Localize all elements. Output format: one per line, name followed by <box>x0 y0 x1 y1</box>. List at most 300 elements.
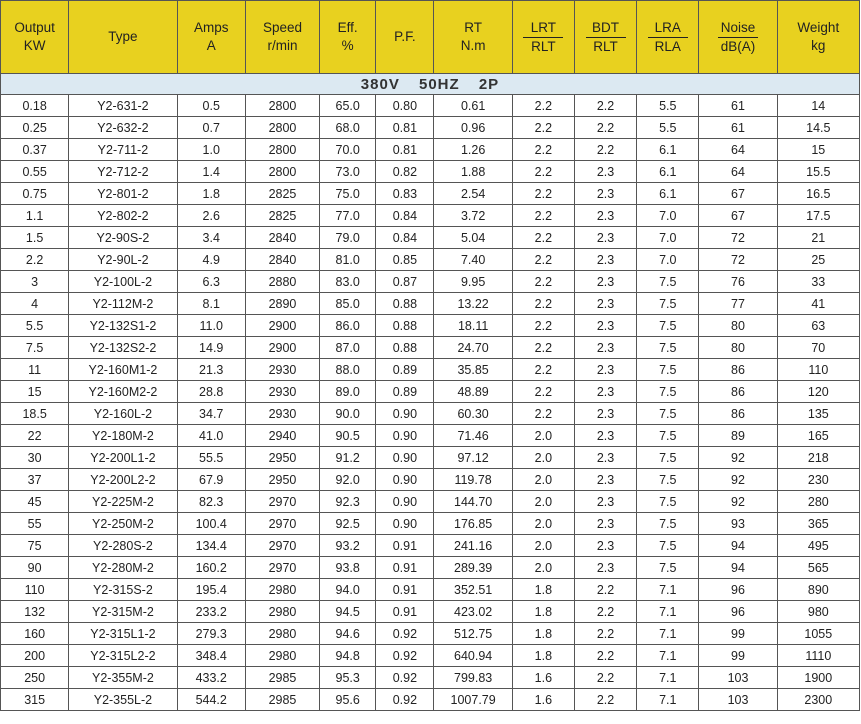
cell-amps: 67.9 <box>177 469 245 491</box>
cell-type: Y2-160M1-2 <box>69 359 177 381</box>
cell-efficiency: 91.2 <box>320 447 376 469</box>
cell-type: Y2-112M-2 <box>69 293 177 315</box>
cell-noise: 67 <box>699 205 777 227</box>
cell-bdt-rlt: 2.3 <box>574 513 636 535</box>
cell-power-factor: 0.87 <box>376 271 434 293</box>
cell-amps: 21.3 <box>177 359 245 381</box>
table-row <box>1 271 860 293</box>
cell-output-kw: 37 <box>1 469 69 491</box>
cell-noise: 92 <box>699 491 777 513</box>
table-row <box>1 535 860 557</box>
cell-lrt-rlt: 2.2 <box>512 293 574 315</box>
table-row <box>1 359 860 381</box>
cell-output-kw: 160 <box>1 623 69 645</box>
table-row <box>1 601 860 623</box>
cell-weight: 365 <box>777 513 859 535</box>
cell-efficiency: 83.0 <box>320 271 376 293</box>
cell-output-kw: 0.75 <box>1 183 69 205</box>
cell-noise: 103 <box>699 667 777 689</box>
header-line: KW <box>23 38 46 53</box>
cell-power-factor: 0.91 <box>376 601 434 623</box>
cell-lrt-rlt: 2.0 <box>512 425 574 447</box>
cell-output-kw: 5.5 <box>1 315 69 337</box>
cell-rated-torque: 24.70 <box>434 337 512 359</box>
cell-weight: 110 <box>777 359 859 381</box>
header-line: RLT <box>531 38 556 54</box>
table-row <box>1 447 860 469</box>
cell-weight: 63 <box>777 315 859 337</box>
header-amps <box>177 1 245 74</box>
cell-type: Y2-250M-2 <box>69 513 177 535</box>
cell-bdt-rlt: 2.3 <box>574 161 636 183</box>
cell-noise: 61 <box>699 117 777 139</box>
cell-output-kw: 0.55 <box>1 161 69 183</box>
header-line: LRA <box>648 19 688 38</box>
cell-efficiency: 95.6 <box>320 689 376 711</box>
cell-lra-rla: 7.1 <box>637 579 699 601</box>
cell-lrt-rlt: 2.2 <box>512 117 574 139</box>
cell-power-factor: 0.84 <box>376 205 434 227</box>
cell-noise: 64 <box>699 139 777 161</box>
cell-lra-rla: 7.5 <box>637 513 699 535</box>
cell-type: Y2-315S-2 <box>69 579 177 601</box>
header-efficiency <box>320 1 376 74</box>
cell-amps: 100.4 <box>177 513 245 535</box>
cell-power-factor: 0.91 <box>376 579 434 601</box>
cell-lra-rla: 7.1 <box>637 689 699 711</box>
cell-bdt-rlt: 2.3 <box>574 315 636 337</box>
cell-type: Y2-315L1-2 <box>69 623 177 645</box>
cell-speed: 2985 <box>245 689 319 711</box>
cell-amps: 11.0 <box>177 315 245 337</box>
cell-noise: 67 <box>699 183 777 205</box>
cell-weight: 565 <box>777 557 859 579</box>
cell-noise: 80 <box>699 337 777 359</box>
header-rated-torque <box>434 1 512 74</box>
header-power-factor <box>376 1 434 74</box>
cell-speed: 2930 <box>245 359 319 381</box>
cell-efficiency: 95.3 <box>320 667 376 689</box>
cell-type: Y2-801-2 <box>69 183 177 205</box>
cell-lra-rla: 7.1 <box>637 601 699 623</box>
cell-speed: 2985 <box>245 667 319 689</box>
header-lra-rla <box>637 1 699 74</box>
header-line: Output <box>14 20 55 35</box>
cell-amps: 233.2 <box>177 601 245 623</box>
cell-weight: 16.5 <box>777 183 859 205</box>
cell-lra-rla: 6.1 <box>637 139 699 161</box>
cell-bdt-rlt: 2.2 <box>574 117 636 139</box>
cell-output-kw: 55 <box>1 513 69 535</box>
table-row <box>1 491 860 513</box>
cell-rated-torque: 3.72 <box>434 205 512 227</box>
cell-type: Y2-90L-2 <box>69 249 177 271</box>
cell-output-kw: 1.5 <box>1 227 69 249</box>
cell-amps: 160.2 <box>177 557 245 579</box>
cell-bdt-rlt: 2.2 <box>574 579 636 601</box>
cell-amps: 1.0 <box>177 139 245 161</box>
cell-bdt-rlt: 2.3 <box>574 271 636 293</box>
header-line: % <box>341 38 354 53</box>
cell-speed: 2930 <box>245 403 319 425</box>
cell-rated-torque: 144.70 <box>434 491 512 513</box>
cell-lrt-rlt: 2.2 <box>512 271 574 293</box>
table-row <box>1 425 860 447</box>
cell-amps: 41.0 <box>177 425 245 447</box>
cell-output-kw: 18.5 <box>1 403 69 425</box>
cell-noise: 96 <box>699 579 777 601</box>
header-line: Type <box>108 29 138 44</box>
cell-type: Y2-315L2-2 <box>69 645 177 667</box>
cell-type: Y2-631-2 <box>69 95 177 117</box>
table-row <box>1 403 860 425</box>
cell-efficiency: 65.0 <box>320 95 376 117</box>
cell-bdt-rlt: 2.3 <box>574 403 636 425</box>
header-line: Eff. <box>337 20 358 35</box>
cell-rated-torque: 352.51 <box>434 579 512 601</box>
cell-amps: 3.4 <box>177 227 245 249</box>
cell-lrt-rlt: 1.6 <box>512 667 574 689</box>
cell-rated-torque: 97.12 <box>434 447 512 469</box>
cell-bdt-rlt: 2.3 <box>574 227 636 249</box>
table-row <box>1 139 860 161</box>
table-row <box>1 293 860 315</box>
cell-type: Y2-100L-2 <box>69 271 177 293</box>
cell-speed: 2900 <box>245 337 319 359</box>
cell-speed: 2800 <box>245 117 319 139</box>
cell-weight: 14.5 <box>777 117 859 139</box>
cell-lra-rla: 7.5 <box>637 337 699 359</box>
cell-output-kw: 11 <box>1 359 69 381</box>
cell-speed: 2880 <box>245 271 319 293</box>
cell-lrt-rlt: 2.2 <box>512 161 574 183</box>
cell-speed: 2980 <box>245 601 319 623</box>
section-title: 380V 50HZ 2P <box>1 74 860 95</box>
header-line: P.F. <box>394 29 416 44</box>
header-line: r/min <box>267 38 298 53</box>
cell-bdt-rlt: 2.3 <box>574 205 636 227</box>
cell-bdt-rlt: 2.3 <box>574 249 636 271</box>
cell-lra-rla: 7.5 <box>637 293 699 315</box>
cell-speed: 2970 <box>245 557 319 579</box>
cell-efficiency: 94.8 <box>320 645 376 667</box>
cell-amps: 1.8 <box>177 183 245 205</box>
cell-speed: 2950 <box>245 469 319 491</box>
cell-bdt-rlt: 2.3 <box>574 381 636 403</box>
cell-weight: 33 <box>777 271 859 293</box>
table-row <box>1 95 860 117</box>
table-row <box>1 249 860 271</box>
cell-amps: 544.2 <box>177 689 245 711</box>
cell-rated-torque: 640.94 <box>434 645 512 667</box>
header-line: LRT <box>523 19 563 38</box>
cell-efficiency: 68.0 <box>320 117 376 139</box>
cell-power-factor: 0.92 <box>376 667 434 689</box>
cell-amps: 0.5 <box>177 95 245 117</box>
cell-weight: 120 <box>777 381 859 403</box>
cell-noise: 89 <box>699 425 777 447</box>
cell-bdt-rlt: 2.3 <box>574 557 636 579</box>
cell-type: Y2-280M-2 <box>69 557 177 579</box>
cell-efficiency: 90.0 <box>320 403 376 425</box>
cell-output-kw: 250 <box>1 667 69 689</box>
cell-rated-torque: 289.39 <box>434 557 512 579</box>
cell-power-factor: 0.88 <box>376 315 434 337</box>
table-row <box>1 117 860 139</box>
cell-output-kw: 110 <box>1 579 69 601</box>
cell-noise: 96 <box>699 601 777 623</box>
cell-weight: 14 <box>777 95 859 117</box>
cell-type: Y2-712-2 <box>69 161 177 183</box>
cell-amps: 1.4 <box>177 161 245 183</box>
cell-power-factor: 0.91 <box>376 557 434 579</box>
cell-output-kw: 75 <box>1 535 69 557</box>
cell-amps: 8.1 <box>177 293 245 315</box>
cell-efficiency: 90.5 <box>320 425 376 447</box>
cell-efficiency: 87.0 <box>320 337 376 359</box>
cell-lra-rla: 7.5 <box>637 403 699 425</box>
cell-power-factor: 0.90 <box>376 425 434 447</box>
cell-rated-torque: 9.95 <box>434 271 512 293</box>
cell-noise: 61 <box>699 95 777 117</box>
cell-efficiency: 94.6 <box>320 623 376 645</box>
header-line: BDT <box>586 19 626 38</box>
cell-type: Y2-711-2 <box>69 139 177 161</box>
table-row <box>1 469 860 491</box>
cell-power-factor: 0.89 <box>376 359 434 381</box>
cell-rated-torque: 0.61 <box>434 95 512 117</box>
cell-noise: 86 <box>699 359 777 381</box>
cell-rated-torque: 1.26 <box>434 139 512 161</box>
cell-weight: 2300 <box>777 689 859 711</box>
cell-lrt-rlt: 2.0 <box>512 469 574 491</box>
cell-output-kw: 0.37 <box>1 139 69 161</box>
cell-efficiency: 94.5 <box>320 601 376 623</box>
cell-noise: 94 <box>699 535 777 557</box>
cell-power-factor: 0.85 <box>376 249 434 271</box>
cell-weight: 1055 <box>777 623 859 645</box>
cell-power-factor: 0.92 <box>376 623 434 645</box>
cell-rated-torque: 176.85 <box>434 513 512 535</box>
cell-power-factor: 0.83 <box>376 183 434 205</box>
cell-bdt-rlt: 2.3 <box>574 447 636 469</box>
cell-speed: 2840 <box>245 249 319 271</box>
cell-power-factor: 0.88 <box>376 293 434 315</box>
cell-type: Y2-802-2 <box>69 205 177 227</box>
cell-lra-rla: 5.5 <box>637 117 699 139</box>
cell-output-kw: 132 <box>1 601 69 623</box>
header-line: Amps <box>193 20 229 35</box>
cell-rated-torque: 0.96 <box>434 117 512 139</box>
cell-noise: 99 <box>699 645 777 667</box>
cell-power-factor: 0.90 <box>376 447 434 469</box>
cell-efficiency: 93.2 <box>320 535 376 557</box>
cell-lra-rla: 7.5 <box>637 491 699 513</box>
cell-noise: 72 <box>699 227 777 249</box>
cell-type: Y2-90S-2 <box>69 227 177 249</box>
cell-type: Y2-180M-2 <box>69 425 177 447</box>
cell-bdt-rlt: 2.3 <box>574 337 636 359</box>
cell-weight: 1900 <box>777 667 859 689</box>
cell-lrt-rlt: 2.2 <box>512 183 574 205</box>
cell-amps: 4.9 <box>177 249 245 271</box>
cell-bdt-rlt: 2.2 <box>574 95 636 117</box>
cell-efficiency: 70.0 <box>320 139 376 161</box>
cell-bdt-rlt: 2.3 <box>574 491 636 513</box>
cell-rated-torque: 5.04 <box>434 227 512 249</box>
cell-lrt-rlt: 2.2 <box>512 227 574 249</box>
cell-bdt-rlt: 2.3 <box>574 535 636 557</box>
cell-type: Y2-160L-2 <box>69 403 177 425</box>
cell-bdt-rlt: 2.2 <box>574 667 636 689</box>
table-row <box>1 381 860 403</box>
cell-lrt-rlt: 2.2 <box>512 337 574 359</box>
cell-speed: 2970 <box>245 535 319 557</box>
cell-lra-rla: 5.5 <box>637 95 699 117</box>
cell-power-factor: 0.81 <box>376 117 434 139</box>
cell-weight: 15.5 <box>777 161 859 183</box>
cell-output-kw: 15 <box>1 381 69 403</box>
cell-speed: 2940 <box>245 425 319 447</box>
cell-efficiency: 73.0 <box>320 161 376 183</box>
cell-speed: 2980 <box>245 579 319 601</box>
table-body <box>1 74 860 711</box>
header-line: RLA <box>654 38 681 54</box>
cell-power-factor: 0.80 <box>376 95 434 117</box>
header-output-kw <box>1 1 69 74</box>
cell-lra-rla: 7.1 <box>637 645 699 667</box>
cell-power-factor: 0.84 <box>376 227 434 249</box>
cell-rated-torque: 799.83 <box>434 667 512 689</box>
cell-lrt-rlt: 1.8 <box>512 623 574 645</box>
table-row <box>1 667 860 689</box>
cell-lrt-rlt: 2.2 <box>512 205 574 227</box>
cell-type: Y2-132S2-2 <box>69 337 177 359</box>
cell-lra-rla: 7.5 <box>637 557 699 579</box>
cell-lra-rla: 7.5 <box>637 359 699 381</box>
cell-bdt-rlt: 2.2 <box>574 601 636 623</box>
cell-power-factor: 0.92 <box>376 645 434 667</box>
header-line: Speed <box>262 20 302 35</box>
cell-speed: 2800 <box>245 161 319 183</box>
cell-speed: 2980 <box>245 623 319 645</box>
cell-output-kw: 2.2 <box>1 249 69 271</box>
cell-bdt-rlt: 2.3 <box>574 469 636 491</box>
cell-type: Y2-225M-2 <box>69 491 177 513</box>
cell-weight: 41 <box>777 293 859 315</box>
cell-speed: 2900 <box>245 315 319 337</box>
cell-lrt-rlt: 2.2 <box>512 139 574 161</box>
cell-lrt-rlt: 2.2 <box>512 249 574 271</box>
cell-efficiency: 77.0 <box>320 205 376 227</box>
cell-power-factor: 0.88 <box>376 337 434 359</box>
cell-output-kw: 315 <box>1 689 69 711</box>
cell-weight: 15 <box>777 139 859 161</box>
cell-rated-torque: 119.78 <box>434 469 512 491</box>
cell-speed: 2930 <box>245 381 319 403</box>
cell-weight: 25 <box>777 249 859 271</box>
cell-output-kw: 0.25 <box>1 117 69 139</box>
cell-amps: 348.4 <box>177 645 245 667</box>
cell-rated-torque: 1007.79 <box>434 689 512 711</box>
cell-noise: 92 <box>699 447 777 469</box>
cell-weight: 1110 <box>777 645 859 667</box>
cell-bdt-rlt: 2.2 <box>574 139 636 161</box>
cell-efficiency: 92.3 <box>320 491 376 513</box>
cell-lrt-rlt: 2.2 <box>512 403 574 425</box>
header-line: Weight <box>797 20 840 35</box>
cell-speed: 2980 <box>245 645 319 667</box>
cell-speed: 2800 <box>245 95 319 117</box>
cell-efficiency: 85.0 <box>320 293 376 315</box>
cell-efficiency: 81.0 <box>320 249 376 271</box>
cell-lrt-rlt: 1.8 <box>512 579 574 601</box>
header-line: kg <box>811 38 826 53</box>
cell-amps: 134.4 <box>177 535 245 557</box>
cell-type: Y2-200L2-2 <box>69 469 177 491</box>
cell-noise: 92 <box>699 469 777 491</box>
cell-amps: 28.8 <box>177 381 245 403</box>
cell-bdt-rlt: 2.3 <box>574 293 636 315</box>
table-row <box>1 623 860 645</box>
cell-type: Y2-160M2-2 <box>69 381 177 403</box>
cell-lrt-rlt: 2.2 <box>512 381 574 403</box>
cell-lra-rla: 7.5 <box>637 469 699 491</box>
cell-amps: 55.5 <box>177 447 245 469</box>
header-noise <box>699 1 777 74</box>
header-type <box>69 1 177 74</box>
header-speed <box>245 1 319 74</box>
cell-power-factor: 0.92 <box>376 689 434 711</box>
table-row <box>1 645 860 667</box>
cell-lra-rla: 7.5 <box>637 425 699 447</box>
cell-output-kw: 1.1 <box>1 205 69 227</box>
cell-lrt-rlt: 2.0 <box>512 491 574 513</box>
cell-noise: 72 <box>699 249 777 271</box>
cell-bdt-rlt: 2.2 <box>574 623 636 645</box>
cell-lra-rla: 7.0 <box>637 249 699 271</box>
cell-amps: 14.9 <box>177 337 245 359</box>
header-weight <box>777 1 859 74</box>
cell-output-kw: 30 <box>1 447 69 469</box>
cell-lrt-rlt: 2.0 <box>512 447 574 469</box>
cell-efficiency: 86.0 <box>320 315 376 337</box>
cell-speed: 2950 <box>245 447 319 469</box>
cell-noise: 99 <box>699 623 777 645</box>
cell-noise: 94 <box>699 557 777 579</box>
cell-lra-rla: 7.5 <box>637 271 699 293</box>
cell-lra-rla: 7.0 <box>637 205 699 227</box>
cell-lrt-rlt: 1.6 <box>512 689 574 711</box>
cell-efficiency: 89.0 <box>320 381 376 403</box>
cell-rated-torque: 71.46 <box>434 425 512 447</box>
cell-rated-torque: 1.88 <box>434 161 512 183</box>
table-row <box>1 205 860 227</box>
header-line: Noise <box>718 19 758 38</box>
cell-noise: 77 <box>699 293 777 315</box>
cell-rated-torque: 2.54 <box>434 183 512 205</box>
cell-noise: 80 <box>699 315 777 337</box>
cell-lrt-rlt: 2.0 <box>512 513 574 535</box>
table-row <box>1 579 860 601</box>
cell-type: Y2-280S-2 <box>69 535 177 557</box>
cell-lra-rla: 6.1 <box>637 161 699 183</box>
cell-lra-rla: 7.1 <box>637 667 699 689</box>
cell-type: Y2-355M-2 <box>69 667 177 689</box>
table-row <box>1 161 860 183</box>
cell-weight: 890 <box>777 579 859 601</box>
cell-efficiency: 92.5 <box>320 513 376 535</box>
